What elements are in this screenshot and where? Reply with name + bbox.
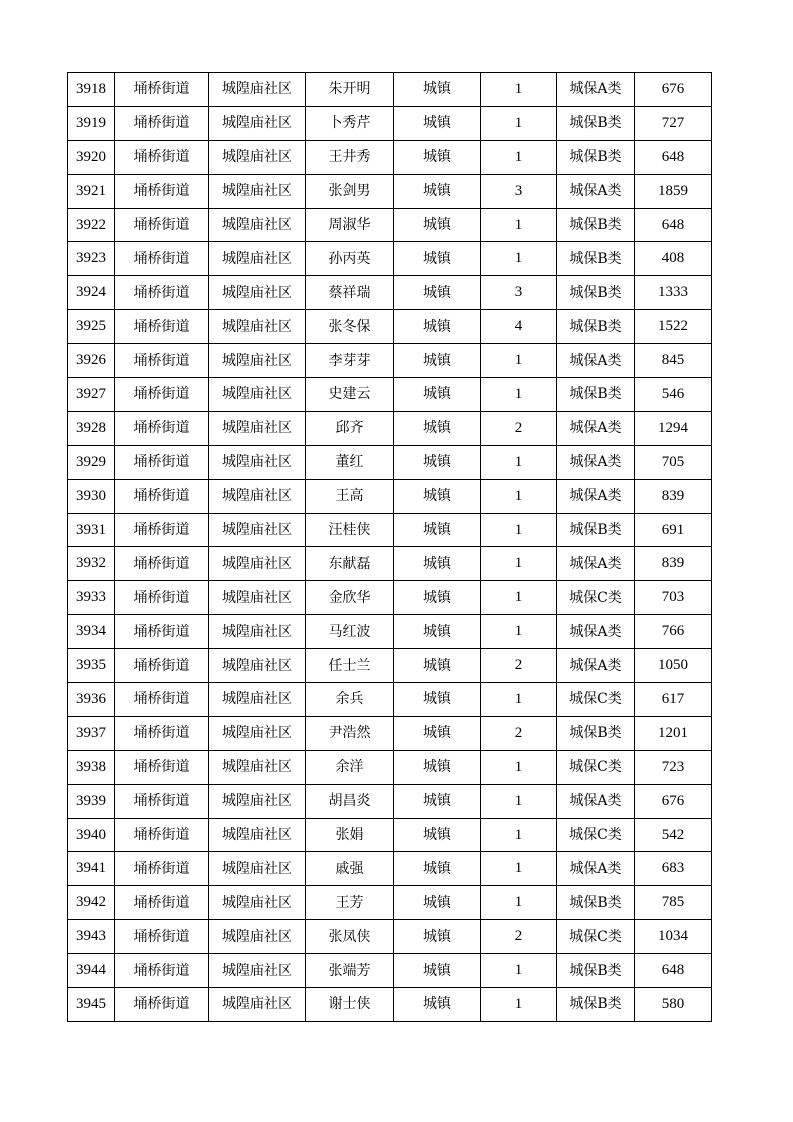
cell-area: 城镇 (394, 73, 481, 107)
cell-street: 埇桥街道 (115, 208, 209, 242)
cell-category: 城保A类 (557, 784, 635, 818)
cell-community: 城隍庙社区 (209, 750, 306, 784)
cell-amount: 408 (635, 242, 712, 276)
table-row (68, 378, 712, 412)
cell-name: 谢士侠 (306, 988, 394, 1022)
cell-category: 城保B类 (557, 208, 635, 242)
cell-number: 3924 (68, 276, 115, 310)
cell-count: 1 (481, 445, 557, 479)
cell-category: 城保B类 (557, 716, 635, 750)
cell-street: 埇桥街道 (115, 649, 209, 683)
cell-number: 3938 (68, 750, 115, 784)
cell-area: 城镇 (394, 276, 481, 310)
cell-number: 3918 (68, 73, 115, 107)
cell-area: 城镇 (394, 378, 481, 412)
table-row (68, 344, 712, 378)
cell-community: 城隍庙社区 (209, 852, 306, 886)
cell-name: 金欣华 (306, 581, 394, 615)
cell-area: 城镇 (394, 852, 481, 886)
cell-number: 3925 (68, 310, 115, 344)
cell-count: 1 (481, 140, 557, 174)
cell-area: 城镇 (394, 479, 481, 513)
cell-area: 城镇 (394, 615, 481, 649)
cell-number: 3919 (68, 106, 115, 140)
table-row (68, 988, 712, 1022)
cell-amount: 1522 (635, 310, 712, 344)
cell-community: 城隍庙社区 (209, 73, 306, 107)
cell-amount: 845 (635, 344, 712, 378)
cell-category: 城保C类 (557, 920, 635, 954)
cell-count: 1 (481, 242, 557, 276)
cell-category: 城保B类 (557, 378, 635, 412)
cell-area: 城镇 (394, 920, 481, 954)
cell-street: 埇桥街道 (115, 716, 209, 750)
cell-amount: 1034 (635, 920, 712, 954)
cell-count: 4 (481, 310, 557, 344)
table-row (68, 242, 712, 276)
cell-community: 城隍庙社区 (209, 310, 306, 344)
cell-category: 城保B类 (557, 140, 635, 174)
cell-amount: 1050 (635, 649, 712, 683)
table-row (68, 140, 712, 174)
table-row (68, 716, 712, 750)
cell-amount: 839 (635, 547, 712, 581)
table-row (68, 445, 712, 479)
cell-number: 3922 (68, 208, 115, 242)
cell-name: 董红 (306, 445, 394, 479)
cell-amount: 580 (635, 988, 712, 1022)
cell-street: 埇桥街道 (115, 242, 209, 276)
cell-category: 城保C类 (557, 581, 635, 615)
cell-count: 1 (481, 784, 557, 818)
cell-count: 1 (481, 106, 557, 140)
cell-amount: 648 (635, 140, 712, 174)
cell-count: 1 (481, 208, 557, 242)
cell-street: 埇桥街道 (115, 378, 209, 412)
table-row (68, 479, 712, 513)
cell-community: 城隍庙社区 (209, 208, 306, 242)
table-row (68, 954, 712, 988)
cell-count: 1 (481, 852, 557, 886)
cell-number: 3936 (68, 683, 115, 717)
cell-area: 城镇 (394, 818, 481, 852)
cell-amount: 1294 (635, 411, 712, 445)
cell-name: 邱齐 (306, 411, 394, 445)
table-row (68, 784, 712, 818)
cell-street: 埇桥街道 (115, 106, 209, 140)
cell-street: 埇桥街道 (115, 750, 209, 784)
cell-street: 埇桥街道 (115, 818, 209, 852)
cell-amount: 727 (635, 106, 712, 140)
cell-category: 城保A类 (557, 73, 635, 107)
cell-area: 城镇 (394, 716, 481, 750)
cell-count: 3 (481, 276, 557, 310)
cell-category: 城保B类 (557, 106, 635, 140)
cell-category: 城保C类 (557, 750, 635, 784)
cell-community: 城隍庙社区 (209, 683, 306, 717)
table-row (68, 818, 712, 852)
cell-count: 1 (481, 547, 557, 581)
cell-number: 3943 (68, 920, 115, 954)
table-row (68, 174, 712, 208)
cell-area: 城镇 (394, 208, 481, 242)
cell-number: 3941 (68, 852, 115, 886)
cell-community: 城隍庙社区 (209, 886, 306, 920)
cell-area: 城镇 (394, 445, 481, 479)
cell-count: 3 (481, 174, 557, 208)
cell-amount: 648 (635, 208, 712, 242)
cell-amount: 676 (635, 73, 712, 107)
cell-community: 城隍庙社区 (209, 547, 306, 581)
cell-category: 城保A类 (557, 852, 635, 886)
cell-street: 埇桥街道 (115, 445, 209, 479)
cell-number: 3926 (68, 344, 115, 378)
table-row (68, 411, 712, 445)
cell-number: 3935 (68, 649, 115, 683)
cell-area: 城镇 (394, 310, 481, 344)
cell-area: 城镇 (394, 784, 481, 818)
cell-area: 城镇 (394, 140, 481, 174)
table-row (68, 310, 712, 344)
cell-category: 城保B类 (557, 988, 635, 1022)
cell-amount: 1859 (635, 174, 712, 208)
cell-community: 城隍庙社区 (209, 513, 306, 547)
cell-community: 城隍庙社区 (209, 581, 306, 615)
cell-category: 城保A类 (557, 547, 635, 581)
cell-area: 城镇 (394, 344, 481, 378)
cell-name: 蔡祥瑞 (306, 276, 394, 310)
cell-street: 埇桥街道 (115, 784, 209, 818)
cell-street: 埇桥街道 (115, 411, 209, 445)
cell-community: 城隍庙社区 (209, 174, 306, 208)
cell-area: 城镇 (394, 242, 481, 276)
cell-number: 3945 (68, 988, 115, 1022)
cell-area: 城镇 (394, 547, 481, 581)
cell-amount: 785 (635, 886, 712, 920)
cell-area: 城镇 (394, 106, 481, 140)
cell-area: 城镇 (394, 581, 481, 615)
cell-number: 3930 (68, 479, 115, 513)
cell-amount: 766 (635, 615, 712, 649)
table-row (68, 208, 712, 242)
cell-community: 城隍庙社区 (209, 445, 306, 479)
cell-area: 城镇 (394, 649, 481, 683)
cell-area: 城镇 (394, 988, 481, 1022)
cell-name: 汪桂侠 (306, 513, 394, 547)
table-row (68, 513, 712, 547)
cell-category: 城保B类 (557, 310, 635, 344)
cell-street: 埇桥街道 (115, 988, 209, 1022)
cell-community: 城隍庙社区 (209, 140, 306, 174)
table-row (68, 276, 712, 310)
cell-category: 城保C类 (557, 683, 635, 717)
cell-community: 城隍庙社区 (209, 716, 306, 750)
cell-amount: 546 (635, 378, 712, 412)
cell-street: 埇桥街道 (115, 954, 209, 988)
cell-name: 张冬保 (306, 310, 394, 344)
cell-count: 2 (481, 716, 557, 750)
cell-number: 3921 (68, 174, 115, 208)
cell-name: 王芳 (306, 886, 394, 920)
cell-count: 1 (481, 750, 557, 784)
cell-street: 埇桥街道 (115, 140, 209, 174)
cell-name: 史建云 (306, 378, 394, 412)
cell-amount: 542 (635, 818, 712, 852)
cell-street: 埇桥街道 (115, 581, 209, 615)
cell-community: 城隍庙社区 (209, 344, 306, 378)
cell-count: 1 (481, 73, 557, 107)
cell-category: 城保B类 (557, 242, 635, 276)
cell-community: 城隍庙社区 (209, 242, 306, 276)
cell-number: 3934 (68, 615, 115, 649)
cell-community: 城隍庙社区 (209, 479, 306, 513)
cell-name: 胡昌炎 (306, 784, 394, 818)
cell-category: 城保A类 (557, 445, 635, 479)
cell-area: 城镇 (394, 174, 481, 208)
cell-count: 1 (481, 344, 557, 378)
cell-number: 3931 (68, 513, 115, 547)
cell-name: 尹浩然 (306, 716, 394, 750)
cell-name: 卜秀芹 (306, 106, 394, 140)
cell-area: 城镇 (394, 513, 481, 547)
cell-community: 城隍庙社区 (209, 988, 306, 1022)
cell-amount: 839 (635, 479, 712, 513)
cell-street: 埇桥街道 (115, 310, 209, 344)
cell-name: 戚强 (306, 852, 394, 886)
cell-number: 3932 (68, 547, 115, 581)
cell-amount: 1333 (635, 276, 712, 310)
cell-community: 城隍庙社区 (209, 954, 306, 988)
cell-count: 1 (481, 886, 557, 920)
cell-count: 2 (481, 920, 557, 954)
cell-count: 1 (481, 479, 557, 513)
cell-community: 城隍庙社区 (209, 106, 306, 140)
cell-area: 城镇 (394, 683, 481, 717)
cell-amount: 617 (635, 683, 712, 717)
cell-name: 余兵 (306, 683, 394, 717)
table-row (68, 886, 712, 920)
cell-category: 城保B类 (557, 513, 635, 547)
cell-name: 张凤侠 (306, 920, 394, 954)
cell-number: 3920 (68, 140, 115, 174)
cell-community: 城隍庙社区 (209, 411, 306, 445)
cell-community: 城隍庙社区 (209, 649, 306, 683)
cell-number: 3923 (68, 242, 115, 276)
cell-area: 城镇 (394, 750, 481, 784)
cell-category: 城保B类 (557, 886, 635, 920)
cell-name: 王高 (306, 479, 394, 513)
cell-count: 1 (481, 513, 557, 547)
cell-street: 埇桥街道 (115, 479, 209, 513)
cell-name: 任士兰 (306, 649, 394, 683)
table-row (68, 649, 712, 683)
cell-number: 3944 (68, 954, 115, 988)
roster-table (67, 72, 712, 1022)
cell-street: 埇桥街道 (115, 174, 209, 208)
cell-number: 3940 (68, 818, 115, 852)
table-row (68, 615, 712, 649)
cell-count: 1 (481, 378, 557, 412)
cell-street: 埇桥街道 (115, 886, 209, 920)
cell-amount: 703 (635, 581, 712, 615)
cell-community: 城隍庙社区 (209, 818, 306, 852)
cell-community: 城隍庙社区 (209, 784, 306, 818)
cell-count: 1 (481, 818, 557, 852)
cell-name: 孙丙英 (306, 242, 394, 276)
cell-amount: 683 (635, 852, 712, 886)
cell-street: 埇桥街道 (115, 344, 209, 378)
cell-category: 城保C类 (557, 818, 635, 852)
cell-name: 东献磊 (306, 547, 394, 581)
cell-amount: 648 (635, 954, 712, 988)
cell-street: 埇桥街道 (115, 276, 209, 310)
cell-street: 埇桥街道 (115, 615, 209, 649)
cell-street: 埇桥街道 (115, 683, 209, 717)
cell-category: 城保A类 (557, 174, 635, 208)
cell-number: 3929 (68, 445, 115, 479)
cell-category: 城保A类 (557, 649, 635, 683)
table-row (68, 683, 712, 717)
table-row (68, 750, 712, 784)
cell-name: 张娟 (306, 818, 394, 852)
cell-count: 1 (481, 683, 557, 717)
cell-amount: 723 (635, 750, 712, 784)
table-row (68, 547, 712, 581)
cell-count: 2 (481, 649, 557, 683)
cell-category: 城保A类 (557, 411, 635, 445)
table-row (68, 920, 712, 954)
cell-number: 3939 (68, 784, 115, 818)
cell-name: 李芽芽 (306, 344, 394, 378)
cell-community: 城隍庙社区 (209, 615, 306, 649)
cell-amount: 705 (635, 445, 712, 479)
cell-number: 3928 (68, 411, 115, 445)
cell-community: 城隍庙社区 (209, 378, 306, 412)
cell-community: 城隍庙社区 (209, 920, 306, 954)
cell-number: 3937 (68, 716, 115, 750)
table-row (68, 852, 712, 886)
cell-category: 城保A类 (557, 344, 635, 378)
cell-number: 3933 (68, 581, 115, 615)
cell-area: 城镇 (394, 411, 481, 445)
cell-amount: 1201 (635, 716, 712, 750)
cell-street: 埇桥街道 (115, 920, 209, 954)
cell-count: 1 (481, 615, 557, 649)
cell-category: 城保A类 (557, 479, 635, 513)
cell-count: 1 (481, 988, 557, 1022)
cell-name: 余洋 (306, 750, 394, 784)
table-row (68, 581, 712, 615)
cell-amount: 691 (635, 513, 712, 547)
cell-area: 城镇 (394, 886, 481, 920)
cell-name: 张端芳 (306, 954, 394, 988)
table-row (68, 73, 712, 107)
cell-street: 埇桥街道 (115, 73, 209, 107)
cell-amount: 676 (635, 784, 712, 818)
cell-street: 埇桥街道 (115, 852, 209, 886)
cell-category: 城保A类 (557, 615, 635, 649)
cell-community: 城隍庙社区 (209, 276, 306, 310)
cell-category: 城保B类 (557, 954, 635, 988)
cell-count: 1 (481, 954, 557, 988)
cell-name: 王井秀 (306, 140, 394, 174)
cell-name: 周淑华 (306, 208, 394, 242)
cell-street: 埇桥街道 (115, 547, 209, 581)
table-row (68, 106, 712, 140)
cell-area: 城镇 (394, 954, 481, 988)
cell-number: 3927 (68, 378, 115, 412)
cell-name: 马红波 (306, 615, 394, 649)
cell-name: 朱开明 (306, 73, 394, 107)
cell-count: 2 (481, 411, 557, 445)
cell-number: 3942 (68, 886, 115, 920)
cell-name: 张剑男 (306, 174, 394, 208)
cell-count: 1 (481, 581, 557, 615)
cell-category: 城保B类 (557, 276, 635, 310)
cell-street: 埇桥街道 (115, 513, 209, 547)
